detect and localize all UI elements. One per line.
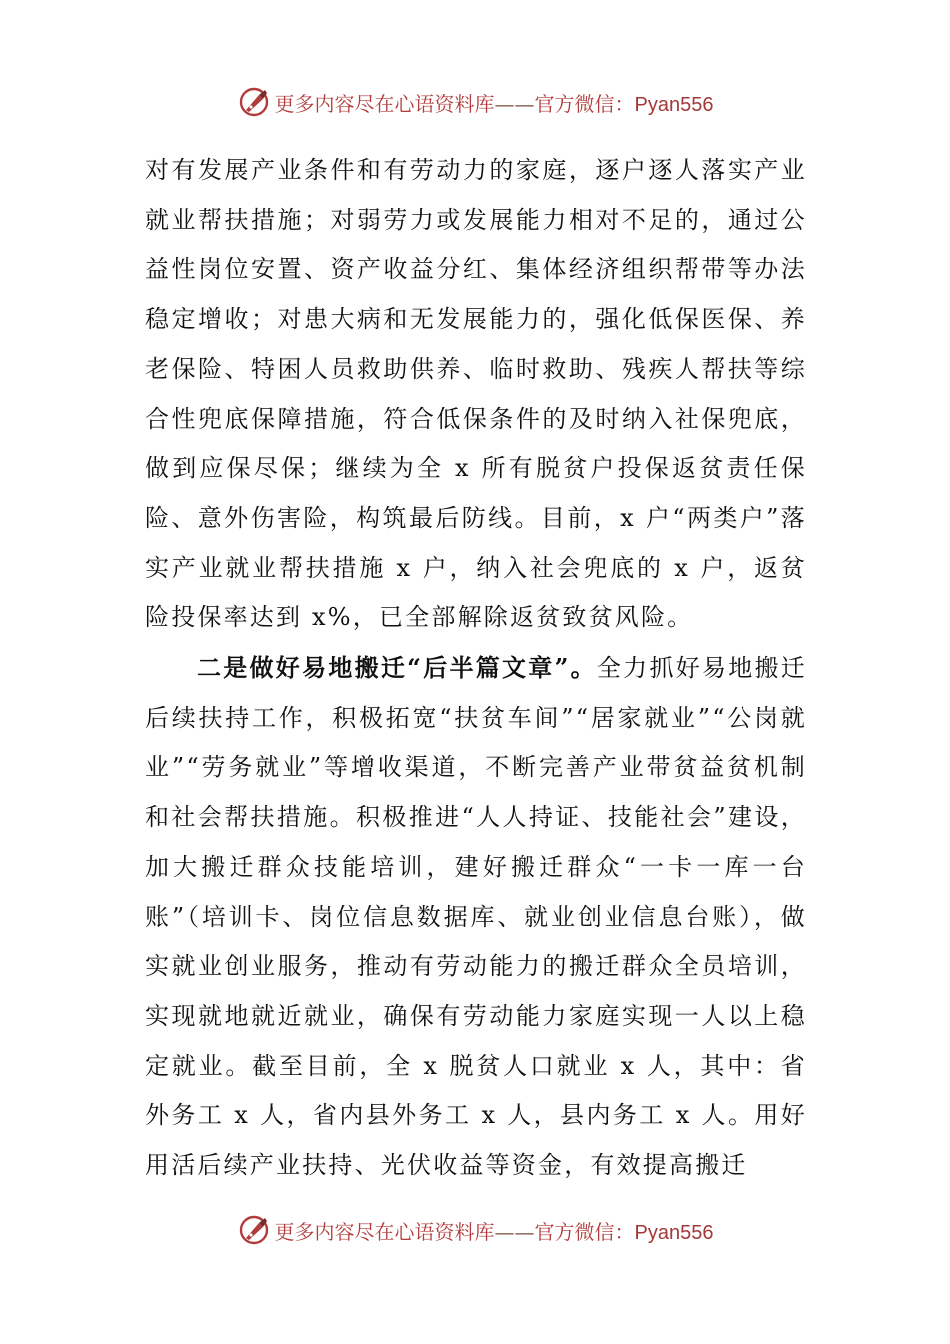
header-watermark-banner <box>0 82 950 122</box>
header-brand-text: 更多内容尽在心语资料库 <box>274 91 495 116</box>
header-contact-label: 官方微信： <box>534 91 635 116</box>
header-contact-handle: Pyan556 <box>634 93 714 116</box>
footer-watermark-banner <box>0 1210 950 1250</box>
paragraph-2-lead: 二是做好易地搬迁“后半篇文章”。 <box>197 653 597 683</box>
footer-banner-text <box>275 1216 714 1245</box>
pen-nib-circle-icon <box>237 1213 271 1247</box>
paragraph-2-body: 全力抓好易地搬迁后续扶持工作，积极拓宽“扶贫车间”“居家就业”“公岗就业”“劳务就业”等增收渠道，不断完善产业带贫益贫机制和社会帮扶措施。积极推进“人人持证、技能社会”建设，加大搬迁群众技能培训，建好搬迁群众“一卡一库一台账”（培训卡、岗位信息数据库、就业创业信息台账），做实就业创业服务，推动有劳动能力的搬迁群众全员培训，实现就地就近就业，确保有劳动能力家庭实现一人以上稳定就业。截至目前，全 x 脱贫人口就业 x 人，其中：省外务工 x 人，省内县外务工 x 人，县内务工 x 人。用好用活后续产业扶持、光伏收益等资金，有效提高搬迁 <box>145 654 807 1180</box>
header-banner-text <box>275 88 714 117</box>
footer-separator: —— <box>494 1219 535 1244</box>
document-body <box>145 146 807 1191</box>
paragraph-1: 对有发展产业条件和有劳动力的家庭，逐户逐人落实产业就业帮扶措施；对弱劳力或发展能力相对不足的，通过公益性岗位安置、资产收益分红、集体经济组织帮带等办法稳定增收；对患大病和无发展能力的，强化低保医保、养老保险、特困人员救助供养、临时救助、残疾人帮扶等综合性兜底保障措施，符合低保条件的及时纳入社保兜底，做到应保尽保；继续为全 x 所有脱贫户投保返贫责任保险、意外伤害险，构筑最后防线。目前，x 户“两类户”落实产业就业帮扶措施 x 户，纳入社会兜底的 x 户，返贫险投保率达到 x%，已全部解除返贫致贫风险。 <box>145 156 807 632</box>
pen-nib-circle-icon <box>237 85 271 119</box>
paragraph-2 <box>145 643 807 1191</box>
footer-brand-text: 更多内容尽在心语资料库 <box>274 1219 495 1244</box>
footer-contact-label: 官方微信： <box>534 1219 635 1244</box>
header-separator: —— <box>494 91 535 116</box>
footer-contact-handle: Pyan556 <box>634 1221 714 1244</box>
